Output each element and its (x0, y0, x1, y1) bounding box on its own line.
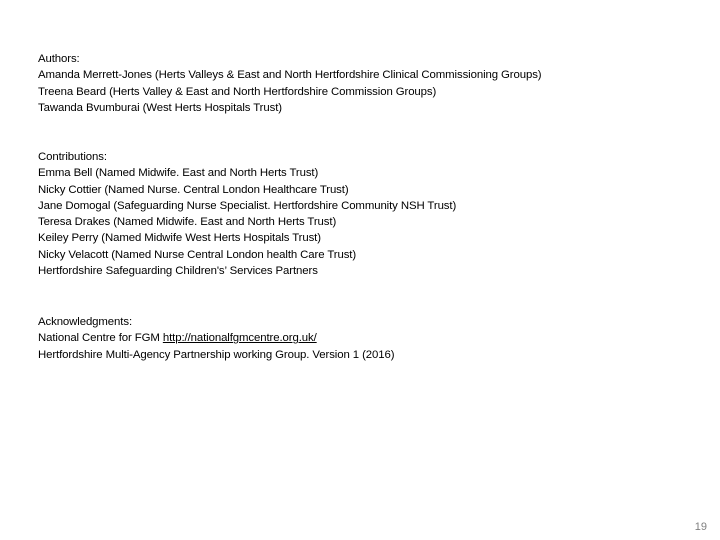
contributor-line: Emma Bell (Named Midwife. East and North Herts Trust) (38, 167, 319, 180)
acknowledgment-line-partnership: Hertfordshire Multi-Agency Partnership working Group. Version 1 (2016) (38, 348, 395, 361)
contributor-line: Jane Domogal (Safeguarding Nurse Specialist. Hertfordshire Community NSH Trust) (38, 199, 457, 212)
author-line: Treena Beard (Herts Valley & East and North Hertfordshire Commission Groups) (38, 85, 437, 98)
authors-heading: Authors: (38, 53, 80, 65)
contributor-line: Teresa Drakes (Named Midwife. East and North Herts Trust) (38, 216, 337, 229)
authors-section (38, 51, 542, 116)
contributions-section (38, 149, 456, 279)
acknowledgments-section (38, 314, 394, 363)
contributor-line: Keiley Perry (Named Midwife West Herts Hospitals Trust) (38, 232, 321, 245)
acknowledgments-heading: Acknowledgments: (38, 316, 133, 328)
contributor-line: Hertfordshire Safeguarding Children's’ Services Partners (38, 265, 318, 278)
author-line: Amanda Merrett-Jones (Herts Valleys & East and North Hertfordshire Clinical Commissioning Groups) (38, 69, 542, 82)
acknowledgment-prefix: National Centre for FGM (38, 332, 163, 345)
contributor-line: Nicky Cottier (Named Nurse. Central London Healthcare Trust) (38, 183, 349, 196)
author-line: Tawanda Bvumburai (West Herts Hospitals Trust) (38, 101, 282, 114)
contributor-line: Nicky Velacott (Named Nurse Central London health Care Trust) (38, 248, 357, 261)
fgm-centre-link[interactable]: http://nationalfgmcentre.org.uk/ (162, 332, 317, 345)
contributions-heading: Contributions: (38, 151, 107, 163)
page-number: 19 (694, 521, 707, 533)
acknowledgment-line-fgm (38, 330, 394, 346)
